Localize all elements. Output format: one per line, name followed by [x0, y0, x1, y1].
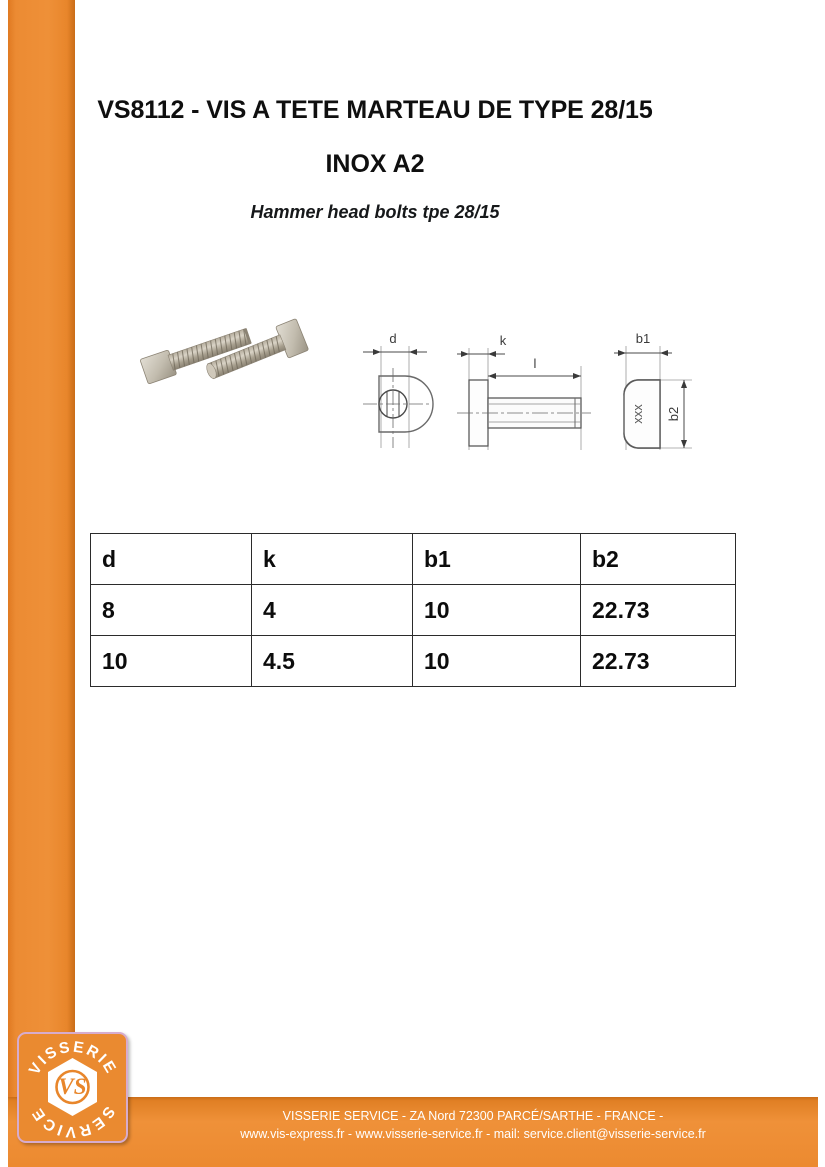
company-logo [17, 1032, 128, 1143]
column-header-k: k [252, 534, 413, 585]
page-subtitle-material: INOX A2 [325, 150, 425, 178]
column-header-b2: b2 [581, 534, 736, 585]
cell-b2: 22.73 [581, 636, 736, 687]
page-title: VS8112 - VIS A TETE MARTEAU DE TYPE 28/15 [97, 96, 653, 124]
cell-d: 8 [91, 585, 252, 636]
specification-table [90, 533, 736, 687]
technical-drawing-top-view [357, 328, 439, 468]
product-photo [127, 295, 342, 415]
technical-drawing-side-view [455, 328, 595, 468]
logo-bottom-text: SERVICE [28, 1103, 118, 1141]
dimension-label-l: l [533, 356, 537, 371]
dimension-label-b1: b1 [635, 331, 651, 346]
dimension-label-b2: b2 [666, 406, 681, 422]
table-row [91, 585, 736, 636]
technical-drawing-end-view [608, 328, 708, 468]
cell-b2: 22.73 [581, 585, 736, 636]
table-row [91, 636, 736, 687]
marking-label-xxx: xxx [630, 404, 645, 424]
cell-b1: 10 [413, 636, 581, 687]
cell-d: 10 [91, 636, 252, 687]
table-header-row [91, 534, 736, 585]
figures-row [75, 290, 825, 490]
footer-line-web: www.vis-express.fr - www.visserie-service.fr - mail: service.client@visserie-service.fr [240, 1127, 706, 1142]
column-header-b1: b1 [413, 534, 581, 585]
dimension-label-k: k [499, 333, 507, 348]
cell-b1: 10 [413, 585, 581, 636]
cell-k: 4 [252, 585, 413, 636]
logo-monogram: VS [58, 1074, 87, 1099]
dimension-label-d: d [389, 331, 397, 346]
logo-top-text: VISSERIE [26, 1038, 120, 1078]
column-header-d: d [91, 534, 252, 585]
cell-k: 4.5 [252, 636, 413, 687]
footer-line-address: VISSERIE SERVICE - ZA Nord 72300 PARCÉ/SARTHE - FRANCE - [282, 1109, 664, 1123]
title-block [45, 98, 705, 221]
page-subtitle-english: Hammer head bolts tpe 28/15 [250, 202, 500, 222]
footer-contact-info [128, 1107, 818, 1143]
